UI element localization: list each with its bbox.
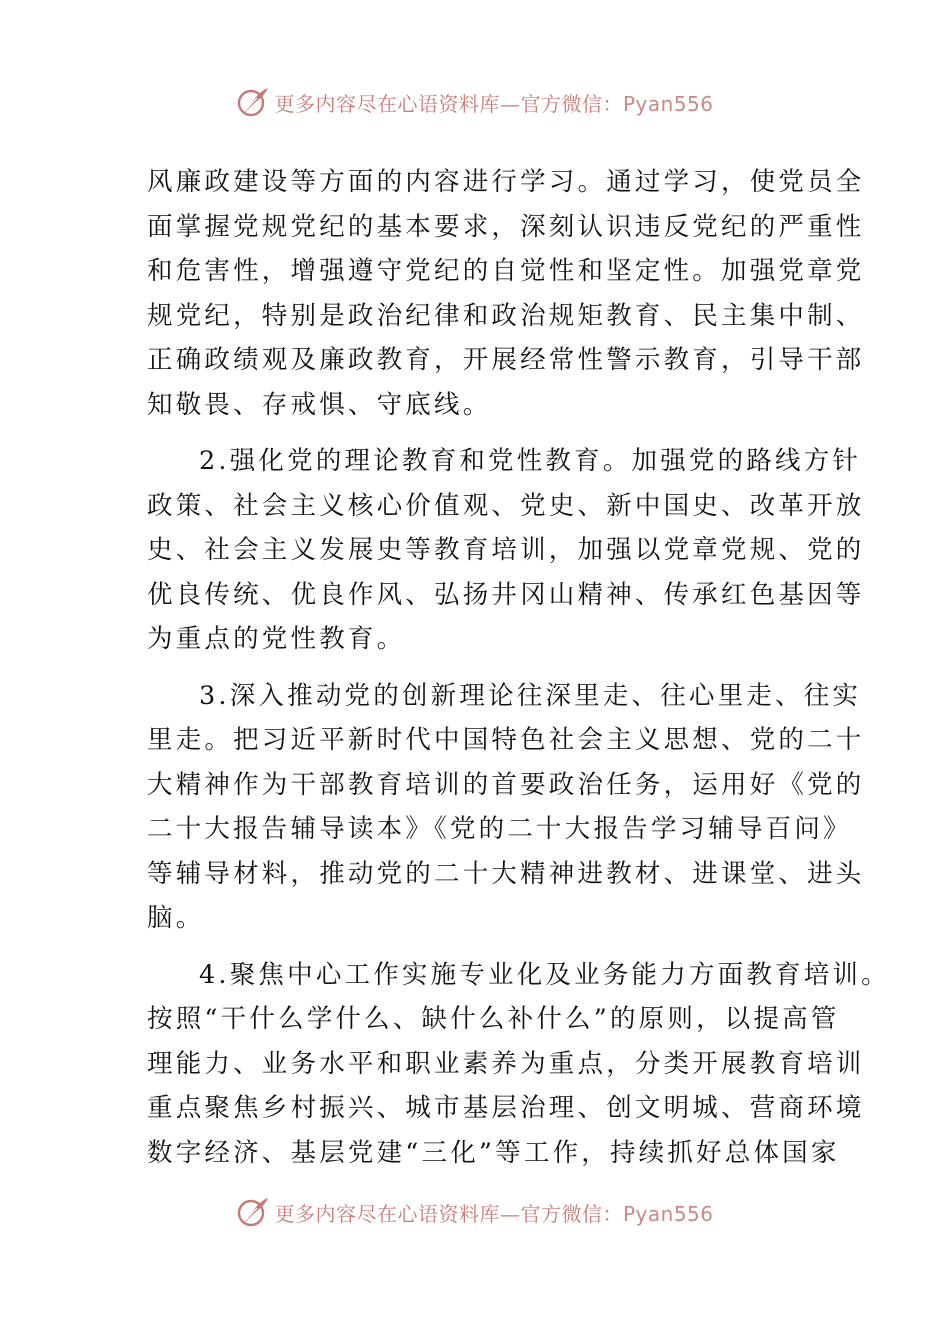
text-line: 知敬畏、存戒惧、守底线。 <box>147 389 492 420</box>
text-line: 等辅导材料，推动党的二十大精神进教材、进课堂、进头 <box>147 858 865 889</box>
text-line: 二十大报告辅导读本》《党的二十大报告学习辅导百问》 <box>147 814 852 844</box>
watermark-wechat-label: 官方微信： <box>520 1201 623 1226</box>
watermark-main: 更多内容尽在心语资料库 <box>274 91 500 116</box>
watermark-text <box>274 1198 713 1227</box>
text-line: 正确政绩观及廉政教育，开展经常性警示教育，引导干部 <box>147 345 865 375</box>
watermark-text <box>274 88 713 117</box>
text-line: 按照“干什么学什么、缺什么补什么”的原则，以提高管 <box>147 1004 840 1034</box>
text-line: 面掌握党规党纪的基本要求，深刻认识违反党纪的严重性 <box>147 211 865 242</box>
text-line: 理能力、业务水平和职业素养为重点，分类开展教育培训 <box>147 1048 865 1079</box>
watermark-wechat-id: Pyan556 <box>622 91 714 116</box>
text-line: 和危害性，增强遵守党纪的自觉性和坚定性。加强党章党 <box>147 256 865 286</box>
text-line: 脑。 <box>147 903 205 933</box>
watermark-wechat-label: 官方微信： <box>520 91 623 116</box>
text-line: 2.强化党的理论教育和党性教育。加强党的路线方针 <box>199 446 862 476</box>
paragraph-item-3 <box>147 674 865 941</box>
text-line: 规党纪，特别是政治纪律和政治规矩教育、民主集中制、 <box>147 300 865 331</box>
footer-watermark <box>0 1192 950 1232</box>
watermark-dash: — <box>499 1201 521 1226</box>
text-line: 数字经济、基层党建“三化”等工作，持续抓好总体国家 <box>147 1137 840 1168</box>
header-watermark <box>0 82 950 122</box>
text-line: 重点聚焦乡村振兴、城市基层治理、创文明城、营商环境 <box>147 1093 865 1123</box>
text-line: 3.深入推动党的创新理论往深里走、往心里走、往实 <box>199 680 862 711</box>
watermark-wechat-id: Pyan556 <box>622 1201 714 1226</box>
text-line: 里走。把习近平新时代中国特色社会主义思想、党的二十 <box>147 725 865 755</box>
watermark-main: 更多内容尽在心语资料库 <box>274 1201 500 1226</box>
quill-pen-circle-icon <box>236 1195 270 1229</box>
text-line: 优良传统、优良作风、弘扬井冈山精神、传承红色基因等 <box>147 579 865 610</box>
paragraph-continuation <box>147 160 865 427</box>
watermark-dash: — <box>499 91 521 116</box>
quill-pen-circle-icon <box>236 85 270 119</box>
text-line: 风廉政建设等方面的内容进行学习。通过学习，使党员全 <box>147 167 865 197</box>
paragraph-item-2 <box>147 439 865 662</box>
paragraph-item-4 <box>147 953 890 1176</box>
text-line: 为重点的党性教育。 <box>147 624 406 654</box>
text-line: 政策、社会主义核心价值观、党史、新中国史、改革开放 <box>147 490 865 521</box>
document-body <box>147 160 890 1187</box>
text-line: 史、社会主义发展史等教育培训，加强以党章党规、党的 <box>147 535 865 565</box>
text-line: 4.聚焦中心工作实施专业化及业务能力方面教育培训。 <box>199 959 890 990</box>
text-line: 大精神作为干部教育培训的首要政治任务，运用好《党的 <box>147 769 865 800</box>
